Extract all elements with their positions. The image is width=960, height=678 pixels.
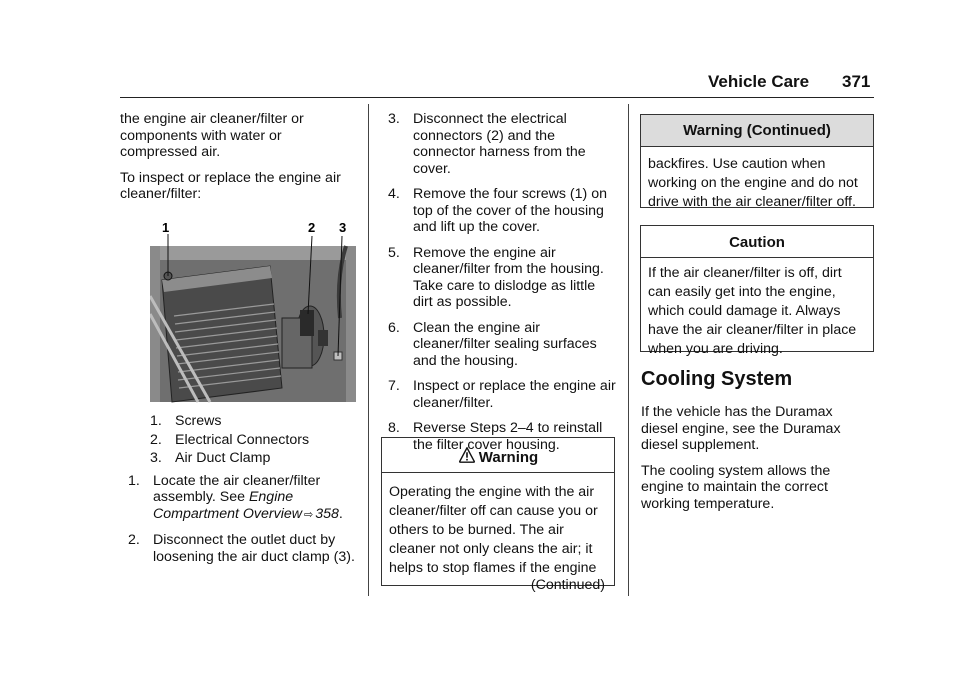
warning-triangle-icon [458, 446, 476, 464]
step-text: Remove the engine air cleaner/filter from the housing. Take care to dislodge as little dirt as possible. [413, 244, 604, 310]
step-text-post: . [338, 505, 343, 522]
warning-body [382, 473, 614, 601]
engine-compartment-link[interactable]: Engine Compartment Overview [153, 489, 303, 522]
step-number: 1. [128, 472, 140, 489]
step-number: 7. [388, 378, 400, 394]
caution-box [640, 225, 874, 357]
step-number: 6. [388, 319, 400, 336]
step-number: 5. [388, 244, 400, 261]
legend-text: Air Duct Clamp [175, 450, 271, 466]
step-number: 2. [128, 532, 140, 548]
step-text [153, 473, 360, 524]
header-section-title: Vehicle Care [708, 72, 810, 91]
legend-item [150, 413, 360, 430]
step-4 [388, 186, 616, 236]
warning-continued-box [640, 114, 874, 208]
callout-2: 2 [308, 220, 316, 235]
step-text: Disconnect the electrical connectors (2) and the connector harness from the cover. [413, 111, 586, 177]
step-text-pre: Locate the air cleaner/filter assembly. See [153, 472, 321, 505]
warning-continued-header: Warning (Continued) [641, 115, 873, 147]
warning-continued-text: backfires. Use caution when working on the engine and do not drive with the air cleaner/filter off. [648, 156, 858, 210]
continued-label: (Continued) [530, 577, 605, 593]
column-1-lower [128, 413, 360, 574]
step-text: Clean the engine air cleaner/filter sealing surfaces and the housing. [413, 319, 597, 369]
page-number: 371 [842, 72, 871, 91]
warning-box [381, 437, 615, 593]
cooling-paragraph-2: The cooling system allows the engine to maintain the correct working temperature. [641, 462, 831, 512]
header-rule [120, 97, 874, 98]
step-text: Reverse Steps 2–4 to reinstall the filter cover housing. [413, 420, 603, 453]
step-2 [128, 532, 360, 565]
air-cleaner-figure [150, 218, 356, 404]
column-divider-1 [368, 104, 369, 596]
callout-3: 3 [339, 220, 347, 235]
section-title: Cooling System [641, 368, 793, 390]
intro-instruction: To inspect or replace the engine air cleaner/filter: [120, 169, 341, 202]
figure-legend [150, 413, 360, 467]
warning-title: Warning [478, 449, 539, 466]
column-divider-2 [628, 104, 629, 596]
step-number: 8. [388, 420, 400, 436]
warning-header [382, 438, 614, 472]
callout-1: 1 [162, 220, 170, 235]
page-ref-arrow-icon: ⇨ [304, 508, 314, 521]
caution-header: Caution [641, 226, 873, 258]
legend-text: Electrical Connectors [175, 431, 310, 448]
step-text: Inspect or replace the engine air cleaner/filter. [413, 378, 616, 411]
caution-text: If the air cleaner/filter is off, dirt can easily get into the engine, which could damage it. Always have the air cleaner/filter in place when you are driving. [648, 265, 857, 357]
column-3-lower [641, 404, 873, 521]
legend-text: Screws [175, 413, 222, 429]
air-cleaner-illustration [150, 218, 356, 404]
step-number: 4. [388, 186, 400, 202]
step-5 [388, 245, 616, 311]
step-number: 3. [388, 111, 400, 127]
warning-text: Operating the engine with the air cleaner/filter off can cause you or others to be burned. The air cleaner not only cleans the air; it helps to stop flames if the engine [389, 484, 598, 576]
column-1 [120, 111, 356, 212]
page-ref[interactable]: 358 [315, 505, 339, 522]
legend-item [150, 450, 360, 467]
step-7 [388, 378, 616, 411]
column-2 [388, 111, 616, 462]
intro-paragraph: the engine air cleaner/filter or components with water or compressed air. [120, 111, 304, 160]
cooling-paragraph-1: If the vehicle has the Duramax diesel engine, see the Duramax diesel supplement. [641, 404, 841, 453]
legend-item [150, 432, 360, 449]
legend-number: 3. [150, 450, 162, 466]
step-6 [388, 320, 616, 370]
step-3 [388, 111, 616, 177]
step-1 [128, 473, 360, 524]
step-text: Remove the four screws (1) on top of the cover of the housing and lift up the cover. [413, 186, 607, 235]
legend-number: 2. [150, 431, 162, 448]
step-text: Disconnect the outlet duct by loosening the air duct clamp (3). [153, 532, 355, 565]
legend-number: 1. [150, 413, 162, 429]
